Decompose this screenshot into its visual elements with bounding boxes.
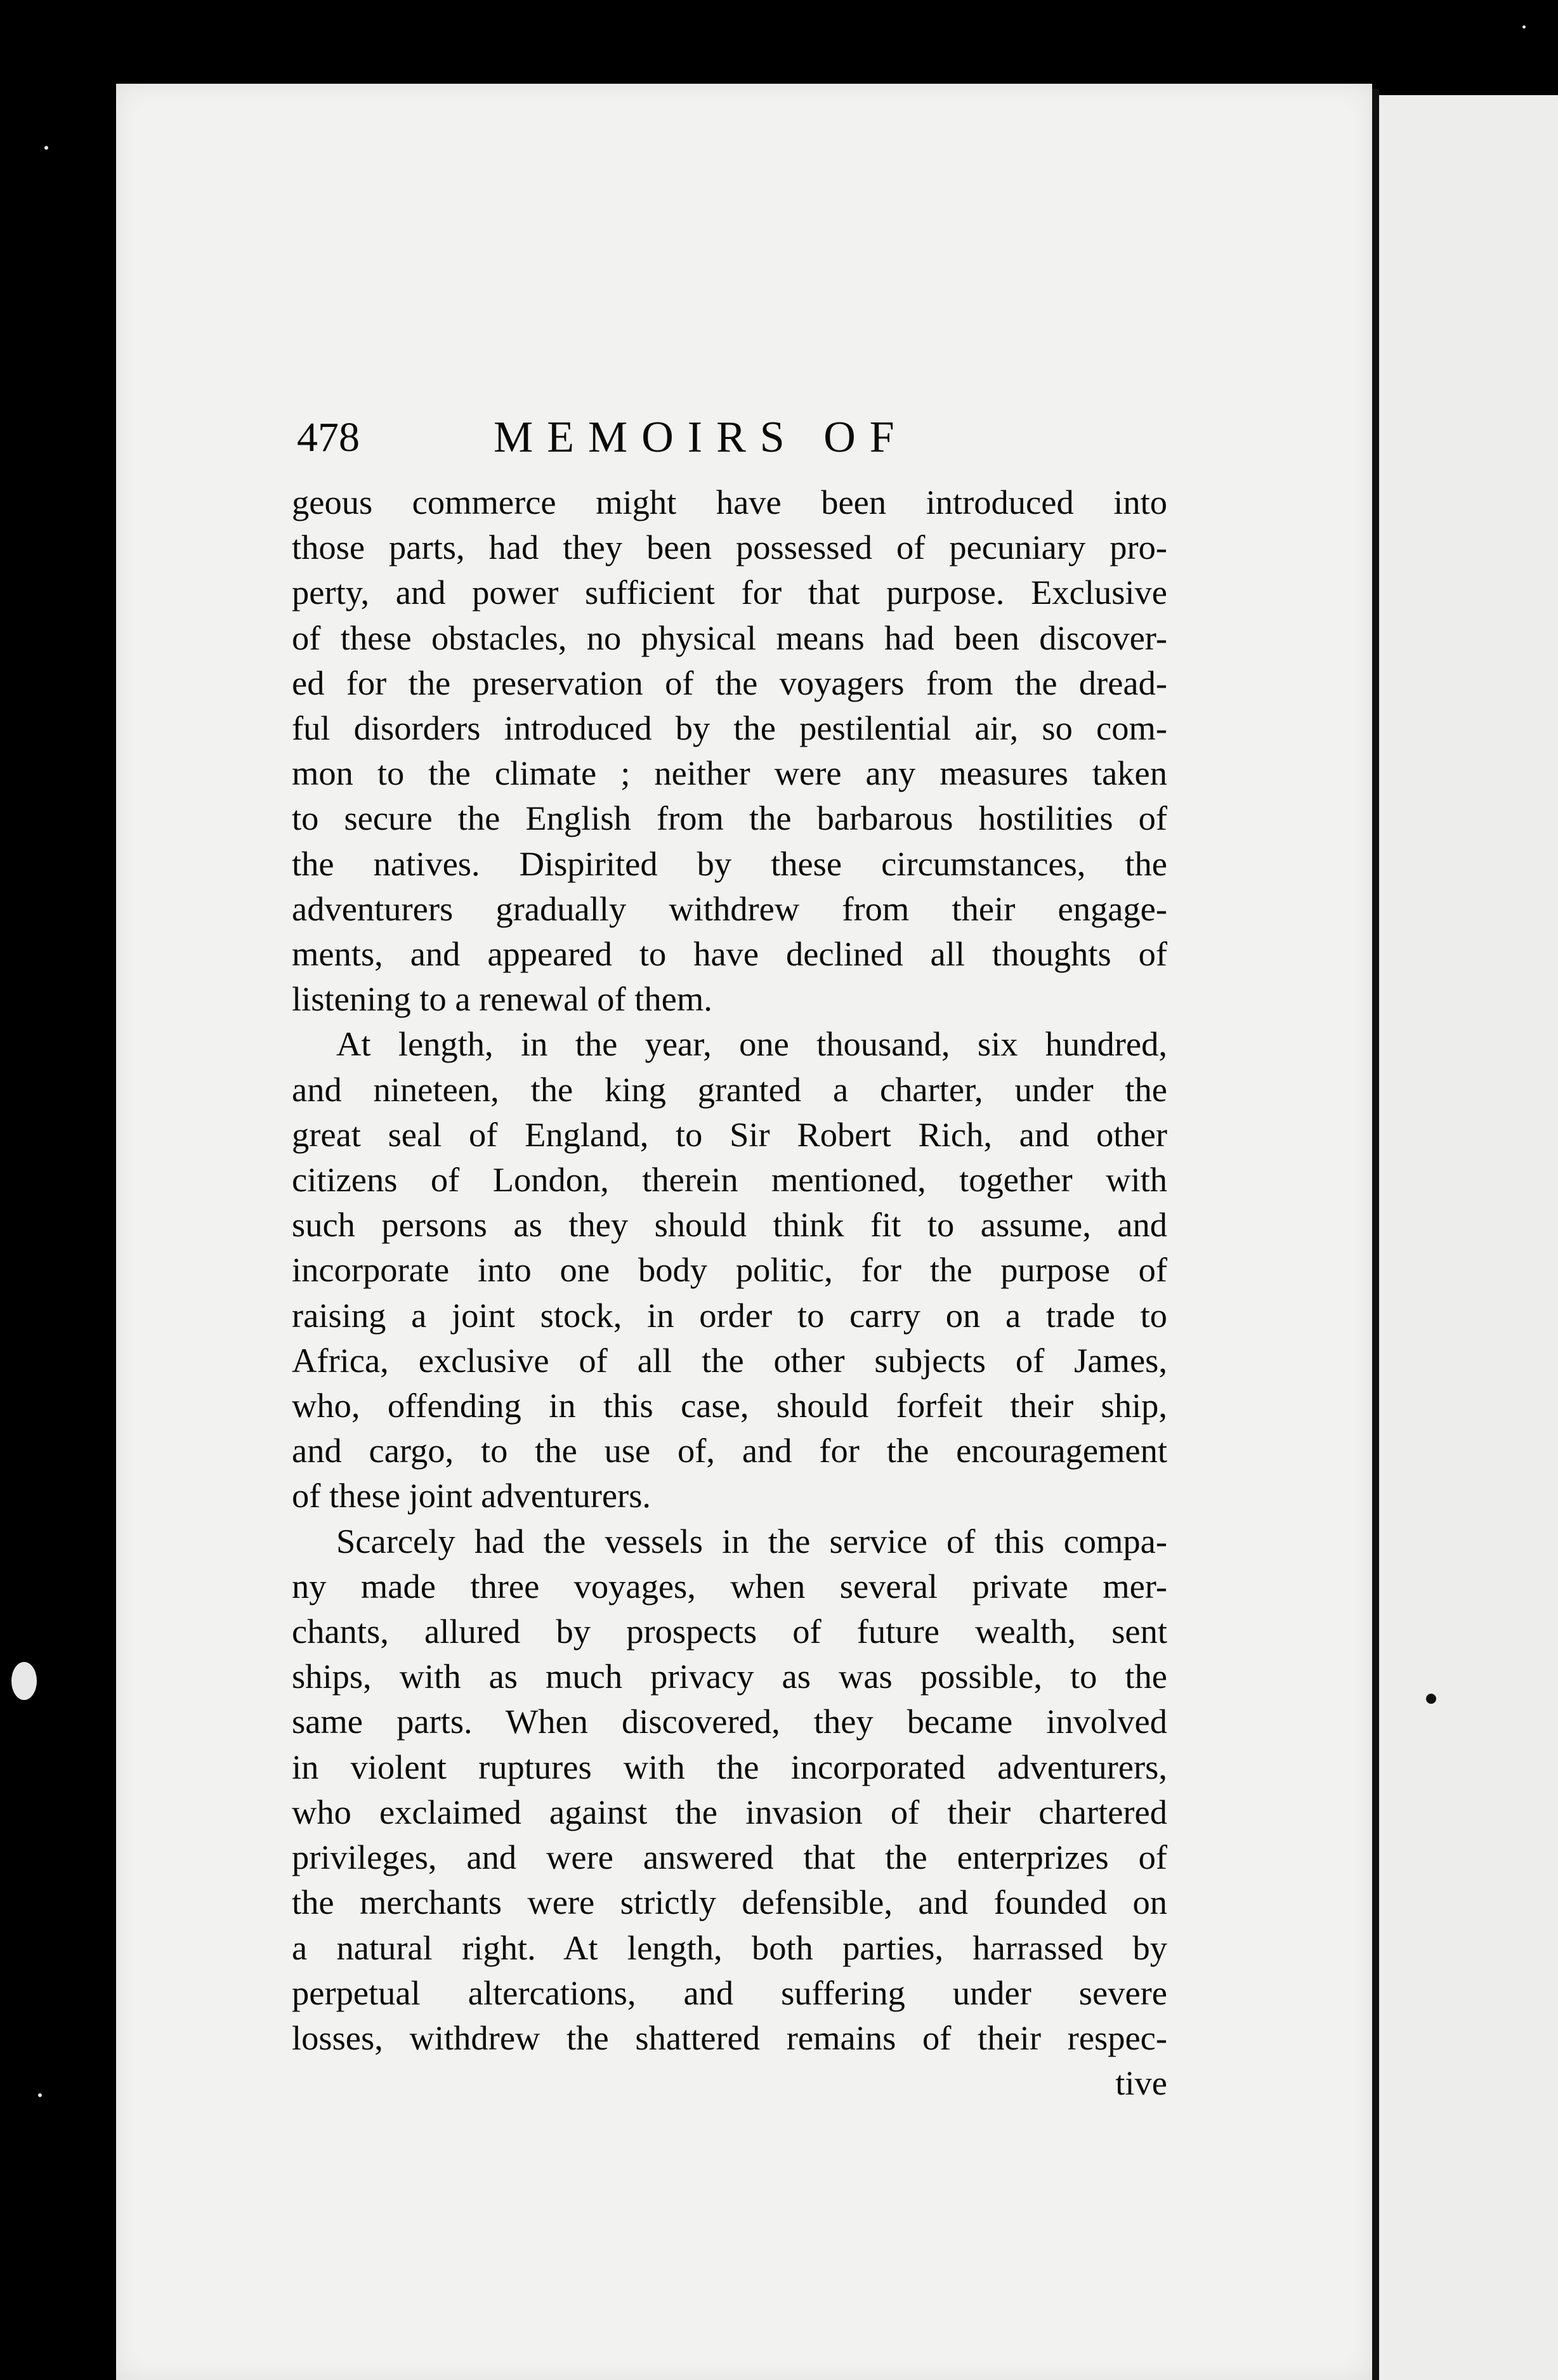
scan-speck — [1426, 1694, 1436, 1704]
paragraph — [292, 480, 1167, 1021]
text-line: mon to the climate ; neither were any measures taken — [292, 754, 1167, 793]
running-head — [297, 406, 1166, 469]
text-line: ful disorders introduced by the pestilential air, so com- — [292, 709, 1167, 748]
text-line: a natural right. At length, both parties, harrassed by — [292, 1928, 1167, 1967]
text-line: the natives. Dispirited by these circumstances, the — [292, 844, 1167, 883]
text-line: geous commerce might have been introduced into — [292, 483, 1167, 521]
text-line: same parts. When discovered, they became involved — [292, 1702, 1167, 1741]
text-line: who, offending in this case, should forfeit their ship, — [292, 1386, 1167, 1425]
text-line: incorporate into one body politic, for the purpose of — [292, 1250, 1167, 1290]
text-line: perpetual altercations, and suffering under severe — [292, 1973, 1167, 2012]
text-line: of these joint adventurers. — [292, 1476, 651, 1515]
text-line: privileges, and were answered that the enterprizes of — [292, 1838, 1167, 1877]
text-line: ments, and appeared to have declined all thoughts of — [292, 934, 1167, 974]
text-line: Scarcely had the vessels in the service of this compa- — [336, 1521, 1167, 1560]
text-line: and nineteen, the king granted a charter, under the — [292, 1069, 1167, 1109]
text-line: adventurers gradually withdrew from their engage- — [292, 889, 1167, 928]
scan-speck — [11, 1662, 37, 1700]
text-line: who exclaimed against the invasion of their chartered — [292, 1792, 1167, 1831]
text-line: the merchants were strictly defensible, and founded on — [292, 1883, 1167, 1922]
scan-speck — [1522, 25, 1526, 29]
text-line: of these obstacles, no physical means had been discover- — [292, 618, 1167, 657]
text-line: At length, in the year, one thousand, six hundred, — [336, 1024, 1167, 1064]
facing-page-edge — [1377, 95, 1558, 2380]
text-line: ny made three voyages, when several private mer- — [292, 1566, 1167, 1605]
text-line: citizens of London, therein mentioned, together with — [292, 1160, 1167, 1200]
text-line: those parts, had they been possessed of pecuniary pro- — [292, 528, 1167, 567]
text-line: perty, and power sufficient for that purpose. Exclusive — [292, 573, 1167, 612]
text-line: and cargo, to the use of, and for the encouragement — [292, 1431, 1167, 1470]
text-line: to secure the English from the barbarous hostilities of — [292, 799, 1167, 838]
catchword: tive — [1115, 2063, 1167, 2103]
paragraph — [292, 1021, 1167, 1518]
running-title: MEMOIRS OF — [494, 413, 908, 462]
scan-speck — [38, 2093, 42, 2097]
scan-speck — [44, 146, 48, 150]
text-line: Africa, exclusive of all the other subjects of James, — [292, 1340, 1167, 1380]
text-line: in violent ruptures with the incorporated adventurers, — [292, 1747, 1167, 1786]
paragraph — [292, 1519, 1167, 2060]
text-line: raising a joint stock, in order to carry on a trade to — [292, 1295, 1167, 1335]
body-text — [292, 480, 1167, 2105]
text-line: ships, with as much privacy as was possible, to the — [292, 1657, 1167, 1696]
text-line: great seal of England, to Sir Robert Rich, and other — [292, 1115, 1167, 1154]
text-line: chants, allured by prospects of future wealth, sent — [292, 1612, 1167, 1651]
page-number: 478 — [297, 414, 360, 461]
text-line: ed for the preservation of the voyagers from the dread- — [292, 663, 1167, 702]
text-line: such persons as they should think fit to assume, and — [292, 1205, 1167, 1245]
text-line: listening to a renewal of them. — [292, 979, 712, 1019]
text-line: losses, withdrew the shattered remains of their respec- — [292, 2018, 1167, 2057]
